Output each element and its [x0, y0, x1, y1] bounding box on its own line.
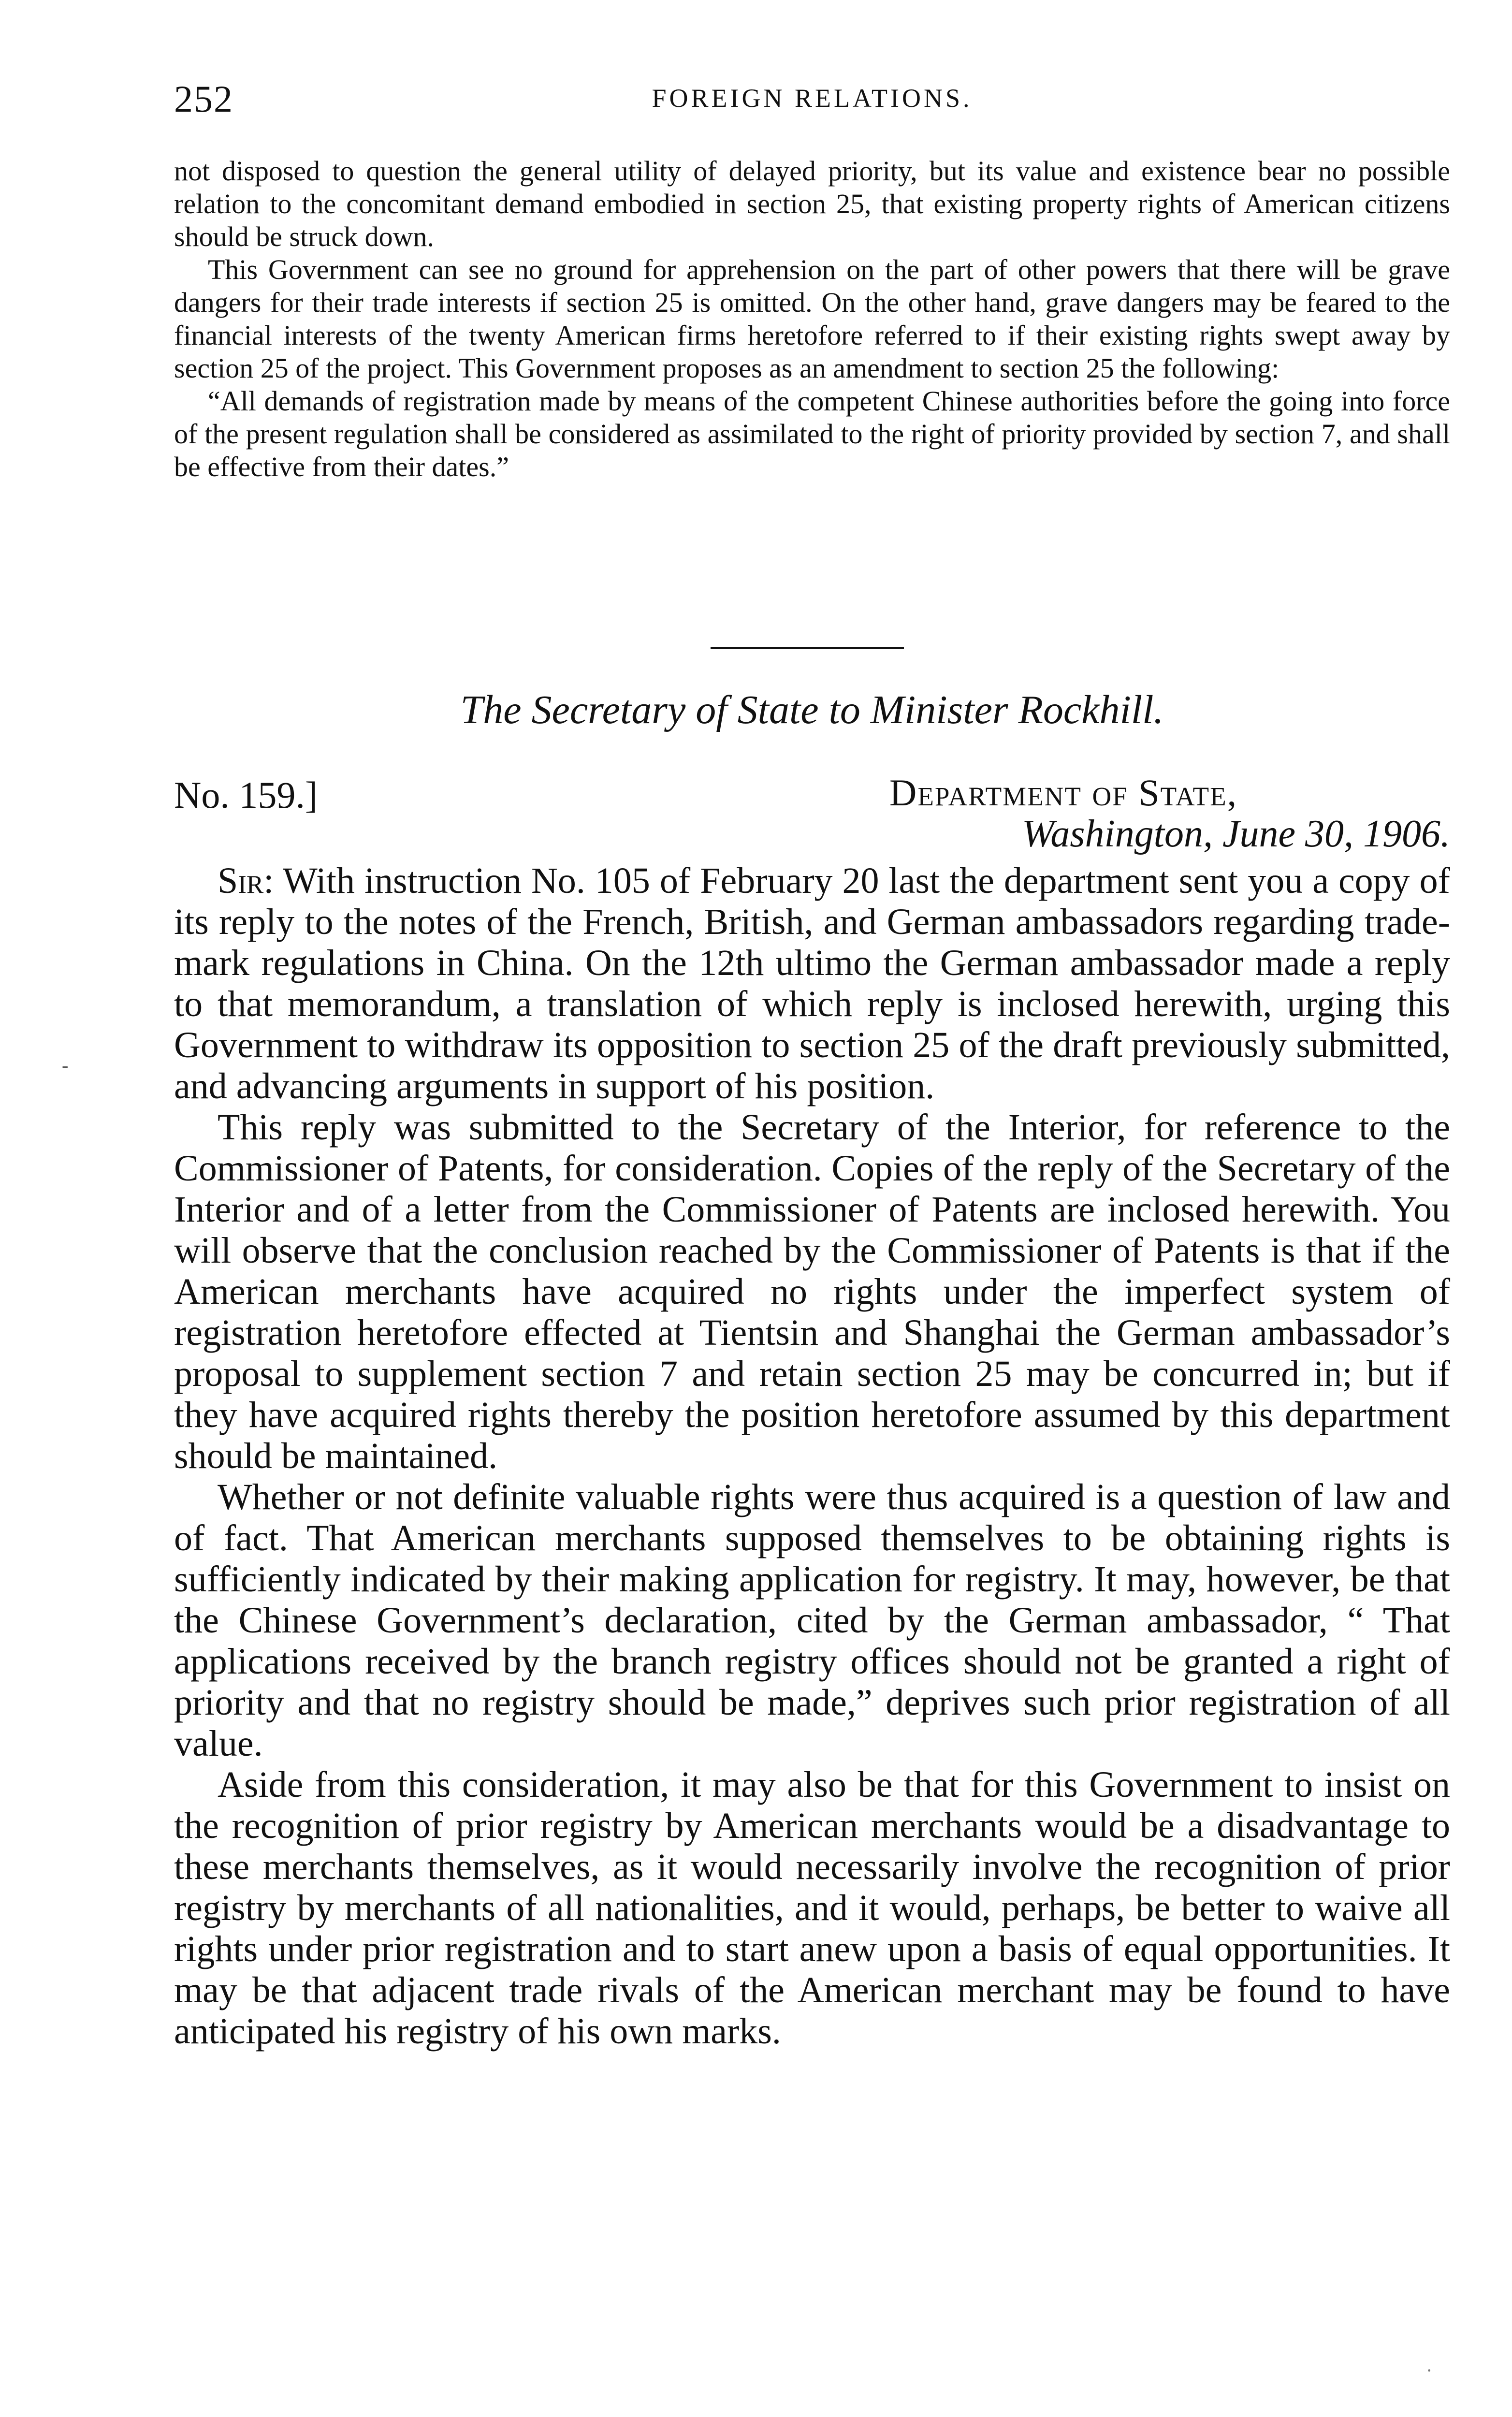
corner-mark: ·	[1426, 2359, 1433, 2381]
previous-paragraph-2: This Government can see no ground for apprehension on the part of other powers that there will be grave dangers for their trade interests if section 25 is omitted. On the other hand, grave dangers may be feared to the financial interests of the twenty American firms heretofore referred to if their existing rights swept away by section 25 of the project. This Government proposes as an amendment to section 25 the following:	[174, 254, 1450, 384]
running-head: FOREIGN RELATIONS.	[652, 84, 973, 113]
body-paragraph-2: This reply was submitted to the Secretary of the Interior, for reference to the Commissioner of Patents, for consideration. Copies of the reply of the Secretary of the Interior and of a letter from the Commissioner of Patents are inclosed herewith. You will observe that the conclusion reached by the Commissioner of Patents is that if the American merchants have acquired no rights under the imperfect system of registration heretofore effected at Tientsin and Shanghai the German ambassador’s proposal to supplement section 7 and retain section 25 may be concurred in; but if they have acquired rights thereby the position heretofore assumed by this department should be maintained.	[174, 1107, 1450, 1476]
body-paragraph-3: Whether or not definite valuable rights were thus acquired is a question of law and of fact. That American merchants supposed themselves to be obtaining rights is sufficiently indicated by their making application for registry. It may, however, be that the Chinese Government’s declaration, cited by the German ambassador, “ That applications received by the branch registry offices should not be granted a right of priority and that no registry should be made,” deprives such prior registration of all value.	[174, 1477, 1450, 1764]
salutation: Sir:	[218, 860, 274, 901]
document-title: The Secretary of State to Minister Rockhill.	[460, 687, 1164, 732]
previous-paragraph-1: not disposed to question the general utility of delayed priority, but its value and existence bear no possible relation to the concomitant demand embodied in section 25, that existing property rights of American citizens should be struck down.	[174, 155, 1450, 252]
previous-paragraph-3: “All demands of registration made by means of the competent Chinese authorities before the going into force of the present regulation shall be considered as assimilated to the right of priority provided by section 7, and shall be effective from their dates.”	[174, 385, 1450, 482]
margin-mark: -	[62, 1054, 69, 1076]
body-paragraph-1-text: With instruction No. 105 of February 20 last the department sent you a copy of its reply to the notes of the French, British, and German ambassadors regarding trade-mark regulations in China. On the 12th ultimo the German ambassador made a reply to that memorandum, a translation of which reply is inclosed herewith, urging this Government to withdraw its opposition to section 25 of the draft previously submitted, and advancing arguments in support of his position.	[174, 860, 1450, 1107]
page-header	[174, 77, 1450, 131]
document-number: No. 159.]	[174, 774, 318, 816]
letter-body	[174, 860, 1450, 2052]
section-divider	[711, 647, 904, 649]
previous-document-text	[174, 155, 1450, 483]
place-date: Washington, June 30, 1906.	[1022, 813, 1450, 855]
page-number: 252	[174, 78, 233, 120]
body-paragraph-1	[174, 860, 1450, 1107]
department-heading: Department of State,	[889, 772, 1238, 814]
body-paragraph-4: Aside from this consideration, it may also be that for this Government to insist on the recognition of prior registry by American merchants would be a disadvantage to these merchants themselves, as it would necessarily involve the recognition of prior registry by merchants of all nationalities, and it would, perhaps, be better to waive all rights under prior registration and to start anew upon a basis of equal opportunities. It may be that adjacent trade rivals of the American merchant may be found to have anticipated his registry of his own marks.	[174, 1764, 1450, 2052]
